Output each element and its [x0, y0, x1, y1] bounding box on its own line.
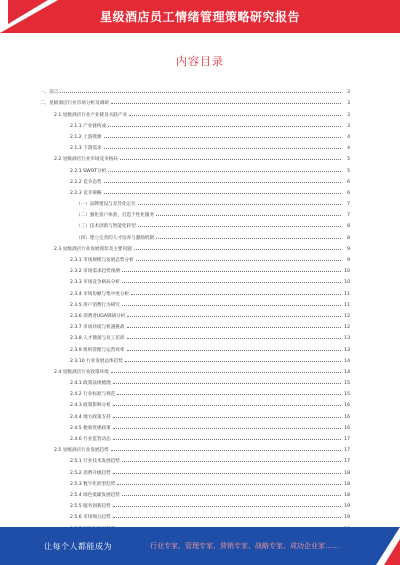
- toc-entry[interactable]: [40, 420, 350, 431]
- toc-entry-text: 二、星级酒店行业市场分析及调研: [40, 101, 109, 107]
- toc-leader-dots: [127, 316, 341, 317]
- toc-entry-page: 4: [347, 134, 350, 140]
- toc-leader-dots: [108, 171, 341, 172]
- toc-entry[interactable]: [40, 375, 350, 386]
- toc-entry-page: 7: [347, 202, 350, 208]
- toc-entry-page: 16: [344, 403, 350, 409]
- toc-entry[interactable]: [40, 453, 350, 464]
- toc-entry[interactable]: [40, 274, 350, 285]
- toc-leader-dots: [117, 484, 341, 485]
- toc-entry-text: 2.2.3 竞争策略: [70, 190, 102, 196]
- toc-entry[interactable]: [40, 408, 350, 419]
- toc-entry-page: 19: [344, 504, 350, 510]
- toc-leader-dots: [104, 193, 341, 194]
- toc-entry-text: 2.5 星级酒店行业发展趋势: [54, 448, 109, 454]
- toc-entry[interactable]: [40, 341, 350, 352]
- toc-leader-dots: [122, 271, 341, 272]
- toc-leader-dots: [104, 182, 341, 183]
- toc-entry-text: 2.3.8 人才储备与员工培训: [70, 336, 125, 342]
- toc-entry-page: 3: [347, 90, 350, 96]
- toc-entry-page: 3: [347, 123, 350, 129]
- toc-entry-page: 4: [347, 146, 350, 152]
- toc-entry[interactable]: [40, 263, 350, 274]
- toc-leader-dots: [122, 305, 341, 306]
- toc-entry-page: 14: [344, 358, 350, 364]
- toc-entry-page: 15: [344, 392, 350, 398]
- toc-entry[interactable]: [40, 509, 350, 520]
- toc-entry[interactable]: [40, 118, 350, 129]
- toc-leader-dots: [138, 226, 341, 227]
- toc-leader-dots: [127, 350, 342, 351]
- toc-entry-text: 2.3.5 用户消费行为研究: [70, 302, 120, 308]
- toc-leader-dots: [111, 372, 341, 373]
- toc-leader-dots: [60, 92, 341, 93]
- toc-entry-text: （三）技术创新与智能化转型: [76, 224, 136, 230]
- toc-entry-page: 11: [344, 302, 350, 308]
- toc-entry-page: 15: [344, 381, 350, 387]
- toc-entry[interactable]: [40, 196, 350, 207]
- toc-entry-text: 2.2 星级酒店行业市场竞争格局: [54, 157, 118, 163]
- toc-entry[interactable]: [40, 353, 350, 364]
- toc-entry-text: （四）建立完善的人才培养与激励机制: [76, 235, 155, 241]
- toc-entry-page: 19: [344, 515, 350, 521]
- toc-entry-page: 12: [344, 325, 350, 331]
- toc-entry-text: 2.3.9 组织管理与运营效率: [70, 347, 125, 353]
- toc-leader-dots: [156, 215, 341, 216]
- toc-entry[interactable]: [40, 476, 350, 487]
- toc-entry-text: 2.3 星级酒店行业发展现状及主要问题: [54, 246, 132, 252]
- toc-leader-dots: [104, 137, 341, 138]
- toc-entry-text: 2.4 星级酒店行业政策环境: [54, 369, 109, 375]
- toc-entry-text: 2.4.5 税收优惠政策: [70, 425, 111, 431]
- toc-entry-page: 16: [344, 425, 350, 431]
- toc-entry[interactable]: [40, 330, 350, 341]
- toc-entry-page: 18: [344, 470, 350, 476]
- toc-entry[interactable]: [40, 364, 350, 375]
- toc-entry[interactable]: [40, 252, 350, 263]
- toc-entry-page: 17: [344, 459, 350, 465]
- toc-entry[interactable]: [40, 386, 350, 397]
- footer-banner: [0, 527, 400, 565]
- toc-leader-dots: [122, 282, 341, 283]
- toc-leader-dots: [120, 159, 341, 160]
- toc-entry-text: 2.5.2 消费升级趋势: [70, 470, 111, 476]
- toc-entry-text: 2.3.4 市场份额与集中度分析: [70, 291, 130, 297]
- toc-entry-page: 6: [347, 179, 350, 185]
- toc-entry-page: 3: [347, 101, 350, 107]
- toc-leader-dots: [113, 417, 341, 418]
- toc-entry-page: 12: [344, 313, 350, 319]
- toc-entry-page: 13: [344, 336, 350, 342]
- toc-entry[interactable]: [40, 397, 350, 408]
- toc-entry[interactable]: [40, 285, 350, 296]
- toc-entry[interactable]: [40, 106, 350, 117]
- toc-entry-text: 2.5.5 服务创新趋势: [70, 504, 111, 510]
- header-banner: [0, 0, 400, 33]
- toc-entry-text: 2.5.6 市场细分趋势: [70, 515, 111, 521]
- toc-leader-dots: [117, 394, 341, 395]
- toc-entry-page: 18: [344, 492, 350, 498]
- toc-entry-text: 2.5.4 绿色低碳发展趋势: [70, 492, 120, 498]
- toc-entry[interactable]: [40, 218, 350, 229]
- toc-entry-page: 13: [344, 347, 350, 353]
- footer-corner-mark-inner: [384, 539, 400, 565]
- toc-entry-text: 2.1.1 产业链构成: [70, 123, 107, 129]
- toc-leader-dots: [113, 506, 341, 507]
- toc-entry-page: 17: [344, 448, 350, 454]
- toc-entry-text: 2.4.1 政策法规梳理: [70, 381, 111, 387]
- toc-entry-page: 16: [344, 414, 350, 420]
- toc-entry-text: 2.4.3 政策影响分析: [70, 403, 111, 409]
- toc-leader-dots: [113, 439, 341, 440]
- toc-entry-page: 8: [347, 235, 350, 241]
- toc-entry-text: （一）品牌建设与差异化定位: [76, 202, 136, 208]
- toc-entry-page: 9: [347, 258, 350, 263]
- toc-leader-dots: [156, 238, 341, 239]
- toc-entry-page: 11: [344, 291, 350, 297]
- toc-entry[interactable]: [40, 84, 350, 95]
- toc-entry-page: 18: [344, 481, 350, 487]
- toc-entry-text: 2.3.3 市场竞争格局分析: [70, 280, 120, 286]
- toc-leader-dots: [136, 260, 341, 261]
- toc-leader-dots: [125, 361, 341, 362]
- toc-entry-page: 6: [347, 190, 350, 196]
- toc-heading: 内容目录: [176, 55, 224, 68]
- toc-entry-text: （二）强化客户体验，打造个性化服务: [76, 213, 155, 219]
- toc-leader-dots: [111, 103, 341, 104]
- toc-leader-dots: [129, 115, 341, 116]
- footer-roles: 行业专家、管理专家、营销专家、战略专家、成功企业家……: [150, 542, 339, 550]
- toc-leader-dots: [127, 327, 342, 328]
- toc-entry[interactable]: [40, 151, 350, 162]
- toc-leader-dots: [104, 148, 341, 149]
- toc-entry[interactable]: [40, 95, 350, 106]
- toc-entry-page: 7: [347, 213, 350, 219]
- toc-entry-text: 2.2.2 竞争态势: [70, 179, 102, 185]
- toc-entry[interactable]: [40, 319, 350, 330]
- toc-entry-page: 9: [347, 246, 350, 252]
- toc-entry-text: 一、前言: [40, 90, 59, 96]
- toc-leader-dots: [138, 204, 341, 205]
- toc-entry-page: 3: [347, 112, 350, 118]
- table-of-contents: [40, 84, 350, 532]
- toc-leader-dots: [122, 495, 341, 496]
- toc-leader-dots: [127, 338, 342, 339]
- toc-leader-dots: [113, 405, 341, 406]
- toc-entry[interactable]: [40, 308, 350, 319]
- toc-leader-dots: [111, 450, 341, 451]
- toc-entry-page: 17: [344, 437, 350, 442]
- toc-entry-text: 2.4.2 行业标准与规范: [70, 392, 116, 398]
- toc-entry[interactable]: [40, 185, 350, 196]
- toc-entry-text: 2.5.3 数字化转型趋势: [70, 481, 116, 487]
- toc-entry[interactable]: [40, 207, 350, 218]
- toc-leader-dots: [108, 126, 341, 127]
- toc-entry-page: 10: [344, 269, 350, 275]
- toc-entry-text: 2.3.10 行业发展总体趋势: [70, 358, 123, 364]
- toc-leader-dots: [113, 473, 341, 474]
- toc-entry[interactable]: [40, 140, 350, 151]
- toc-entry-page: 14: [344, 369, 350, 375]
- toc-entry[interactable]: [40, 241, 350, 252]
- toc-entry[interactable]: [40, 431, 350, 442]
- toc-entry-text: 2.5.1 行业技术发展趋势: [70, 459, 120, 465]
- toc-leader-dots: [131, 294, 341, 295]
- toc-entry-text: 2.1.3 下游需求: [70, 146, 102, 152]
- toc-leader-dots: [134, 249, 341, 250]
- report-title: 星级酒店员工情绪管理策略研究报告: [99, 10, 300, 24]
- toc-entry-page: 5: [347, 168, 350, 174]
- toc-entry[interactable]: [40, 129, 350, 140]
- toc-entry-text: 2.3.6 消费者UGA调研分析: [70, 313, 126, 319]
- toc-entry[interactable]: [40, 487, 350, 498]
- toc-entry[interactable]: [40, 464, 350, 475]
- toc-leader-dots: [122, 461, 341, 462]
- toc-entry-text: 2.2.1 SWOT分析: [70, 168, 107, 174]
- toc-entry[interactable]: [40, 162, 350, 173]
- toc-leader-dots: [113, 428, 341, 429]
- toc-entry-text: 2.3.2 市场需求趋势预测: [70, 269, 120, 275]
- toc-entry[interactable]: [40, 442, 350, 453]
- toc-entry-page: 10: [344, 280, 350, 286]
- toc-entry-text: 2.4.6 行业监管动态: [70, 437, 111, 442]
- toc-entry-text: 2.1.2 上游资源: [70, 134, 102, 140]
- toc-leader-dots: [113, 517, 341, 518]
- footer-slogan: 让每个人都能成为: [44, 542, 112, 551]
- toc-entry[interactable]: [40, 229, 350, 240]
- toc-entry-text: 2.3.7 市场环境与机遇挑战: [70, 325, 125, 331]
- toc-entry-text: 2.4.4 地方政策支持: [70, 414, 111, 420]
- toc-entry[interactable]: [40, 174, 350, 185]
- toc-entry-text: 2.3.1 市场规模与发展态势分析: [70, 258, 134, 263]
- toc-entry[interactable]: [40, 297, 350, 308]
- toc-leader-dots: [113, 383, 341, 384]
- toc-entry-page: 8: [347, 224, 350, 230]
- toc-entry[interactable]: [40, 498, 350, 509]
- toc-entry-text: 2.1 星级酒店行业产业链及关联产业: [54, 112, 128, 118]
- toc-entry-page: 5: [347, 157, 350, 163]
